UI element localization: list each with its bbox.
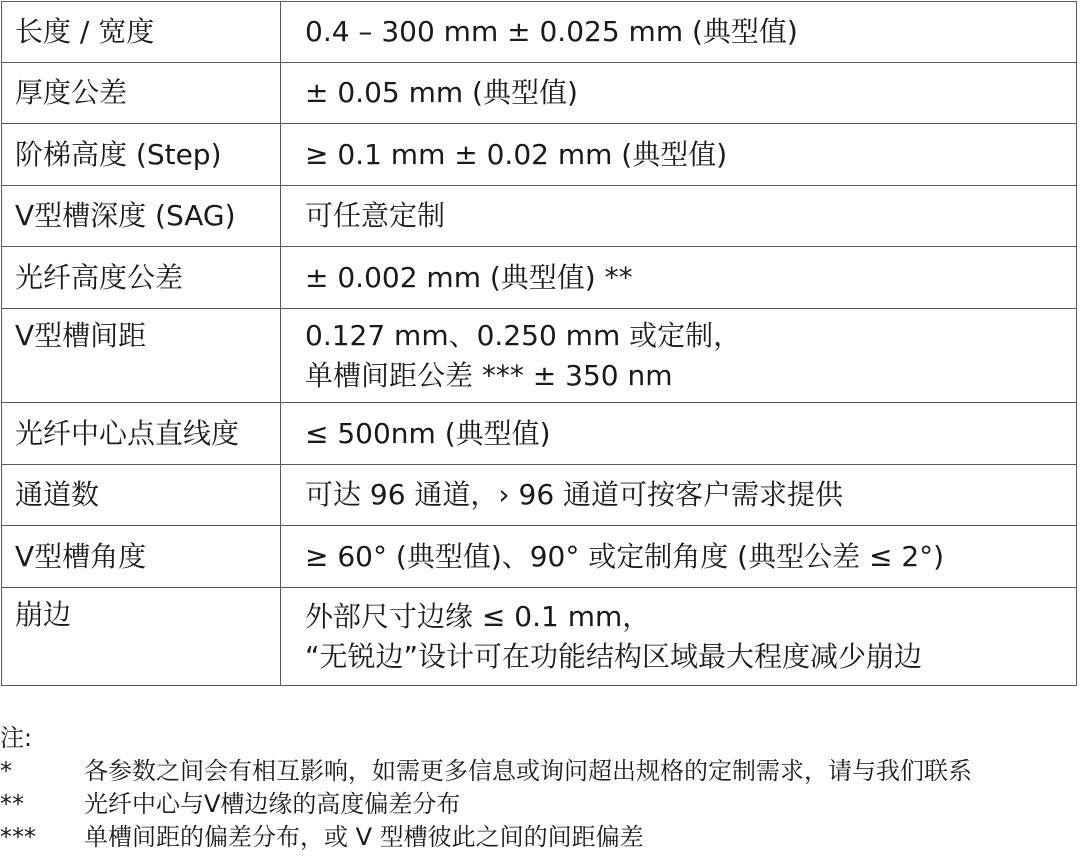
spec-label: 阶梯高度 (Step) — [2, 124, 281, 186]
spec-label: V型槽角度 — [2, 526, 281, 588]
spec-value: 可达 96 通道，› 96 通道可按客户需求提供 — [281, 465, 1077, 526]
spec-table — [1, 1, 1077, 686]
note-mark: ** — [0, 790, 24, 818]
note-item — [0, 788, 1080, 821]
spec-value: 0.127 mm、0.250 mm 或定制， 单槽间距公差 *** ± 350 nm — [281, 309, 1077, 403]
spec-label: 厚度公差 — [2, 63, 281, 124]
spec-row-vgroove-angle — [2, 526, 1077, 588]
spec-row-channel-count — [2, 465, 1077, 526]
spec-value: 外部尺寸边缘 ≤ 0.1 mm， “无锐边”设计可在功能结构区域最大程度减少崩边 — [281, 588, 1077, 686]
spec-row-fiber-height-tolerance — [2, 247, 1077, 309]
spec-label: 光纤高度公差 — [2, 247, 281, 309]
spec-label: 崩边 — [2, 588, 281, 686]
spec-row-vgroove-pitch — [2, 309, 1077, 403]
note-item — [0, 821, 1080, 854]
spec-label: V型槽间距 — [2, 309, 281, 403]
spec-value: ≥ 0.1 mm ± 0.02 mm (典型值) — [281, 124, 1077, 186]
spec-row-step-height — [2, 124, 1077, 186]
spec-value: ≥ 60° (典型值)、90° 或定制角度 (典型公差 ≤ 2°) — [281, 526, 1077, 588]
spec-row-fiber-straightness — [2, 403, 1077, 465]
spec-label: V型槽深度 (SAG) — [2, 186, 281, 247]
spec-label: 长度 / 宽度 — [2, 2, 281, 63]
note-item — [0, 755, 1080, 788]
note-text: 单槽间距的偏差分布，或 V 型槽彼此之间的间距偏差 — [84, 823, 644, 851]
note-text: 光纤中心与V槽边缘的高度偏差分布 — [84, 790, 461, 818]
spec-value: ± 0.05 mm (典型值) — [281, 63, 1077, 124]
note-text: 各参数之间会有相互影响，如需更多信息或询问超出规格的定制需求，请与我们联系 — [84, 757, 972, 785]
spec-value: 可任意定制 — [281, 186, 1077, 247]
notes-heading: 注: — [0, 724, 33, 752]
spec-row-length-width — [2, 2, 1077, 63]
notes-section — [0, 722, 1080, 854]
spec-row-thickness-tolerance — [2, 63, 1077, 124]
note-mark: * — [0, 757, 12, 785]
spec-label: 光纤中心点直线度 — [2, 403, 281, 465]
spec-label: 通道数 — [2, 465, 281, 526]
spec-value: ≤ 500nm (典型值) — [281, 403, 1077, 465]
spec-row-vgroove-depth — [2, 186, 1077, 247]
spec-value: ± 0.002 mm (典型值) ** — [281, 247, 1077, 309]
note-mark: *** — [0, 823, 36, 851]
spec-value: 0.4 – 300 mm ± 0.025 mm (典型值) — [281, 2, 1077, 63]
spec-row-edge-chipping — [2, 588, 1077, 686]
